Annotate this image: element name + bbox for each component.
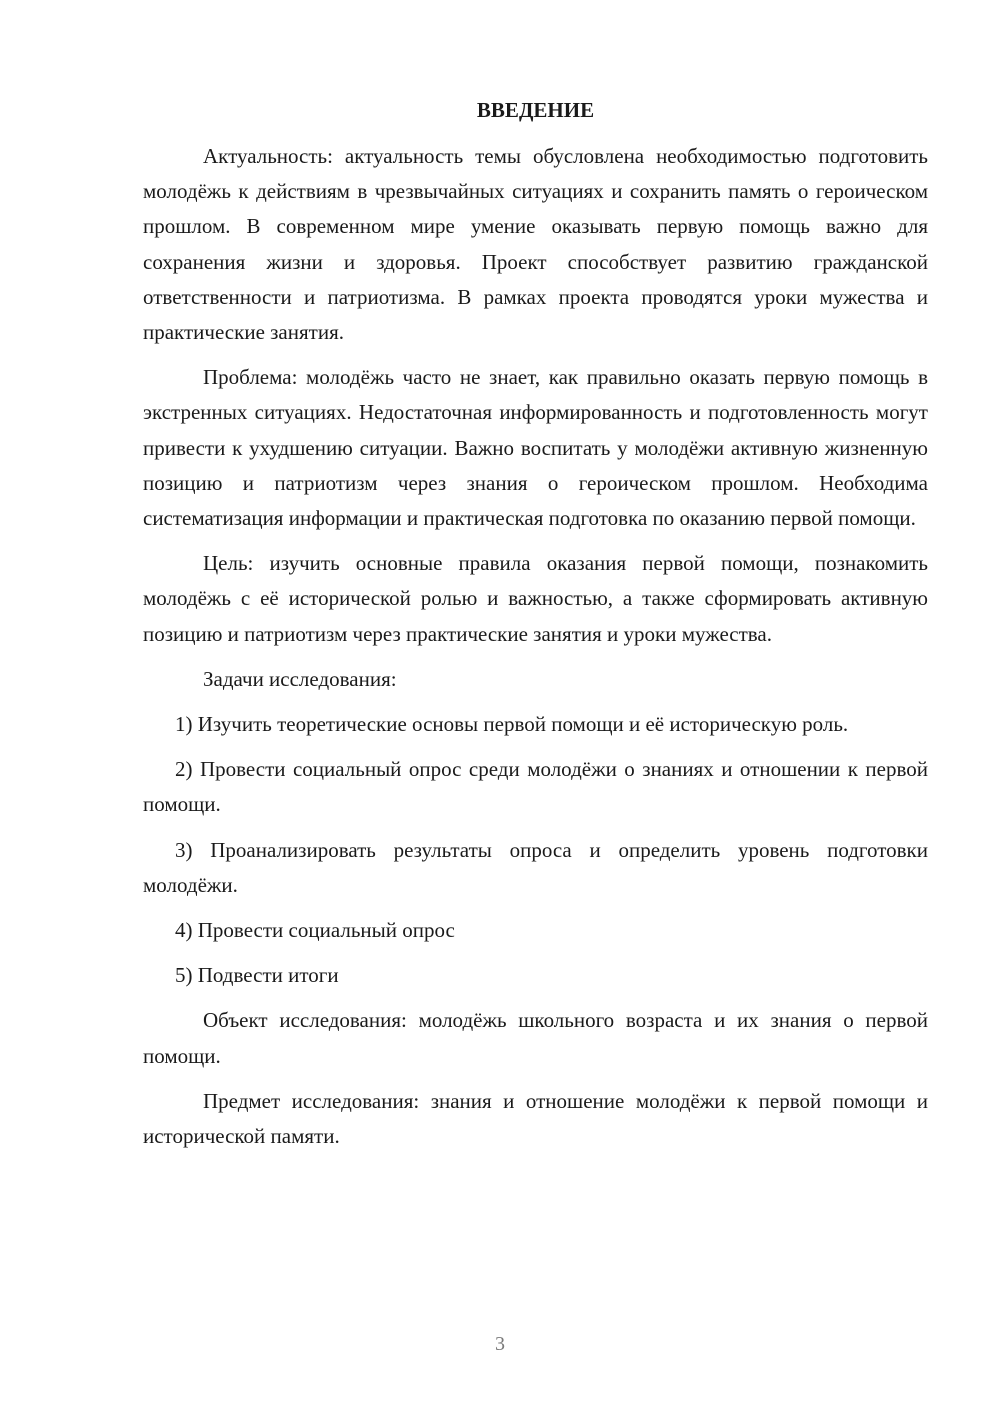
paragraph-goal: Цель: изучить основные правила оказания первой помощи, познакомить молодёжь с её исторической ролью и важностью, а также сформировать активную позицию и патриотизм через практические занятия и уроки мужества. <box>143 551 928 646</box>
paragraph-subject: Предмет исследования: знания и отношение молодёжи к первой помощи и исторической памяти. <box>143 1088 928 1149</box>
section-title: ВВЕДЕНИЕ <box>476 98 595 122</box>
task-item-4: 4) Провести социальный опрос <box>175 918 455 943</box>
task-item-1: 1) Изучить теоретические основы первой помощи и её историческую роль. <box>175 712 849 737</box>
task-item-2: 2) Провести социальный опрос среди молодёжи о знаниях и отношении к первой помощи. <box>143 757 928 817</box>
page-number: 3 <box>495 1333 505 1355</box>
paragraph-object: Объект исследования: молодёжь школьного возраста и их знания о первой помощи. <box>143 1008 928 1068</box>
document-page <box>143 95 928 1164</box>
paragraph-relevance: Актуальность: актуальность темы обусловлена необходимостью подготовить молодёжь к действиям в чрезвычайных ситуациях и сохранить память о героическом прошлом. В современном мире умение оказывать первую помощь важно для сохранения жизни и здоровья. Проект способствует развитию гражданской ответственности и патриотизма. В рамках проекта проводятся уроки мужества и практические занятия. <box>143 144 928 345</box>
task-item-5: 5) Подвести итоги <box>175 963 339 988</box>
task-item-3: 3) Проанализировать результаты опроса и определить уровень подготовки молодёжи. <box>143 837 928 897</box>
tasks-heading: Задачи исследования: <box>203 666 397 691</box>
paragraph-problem: Проблема: молодёжь часто не знает, как правильно оказать первую помощь в экстренных ситуациях. Недостаточная информированность и подготовленность могут привести к ухудшению ситуации. Важно воспитать у молодёжи активную жизненную позицию и патриотизм через знания о героическом прошлом. Необходима систематизация информации и практическая подготовка по оказанию первой помощи. <box>143 365 928 531</box>
